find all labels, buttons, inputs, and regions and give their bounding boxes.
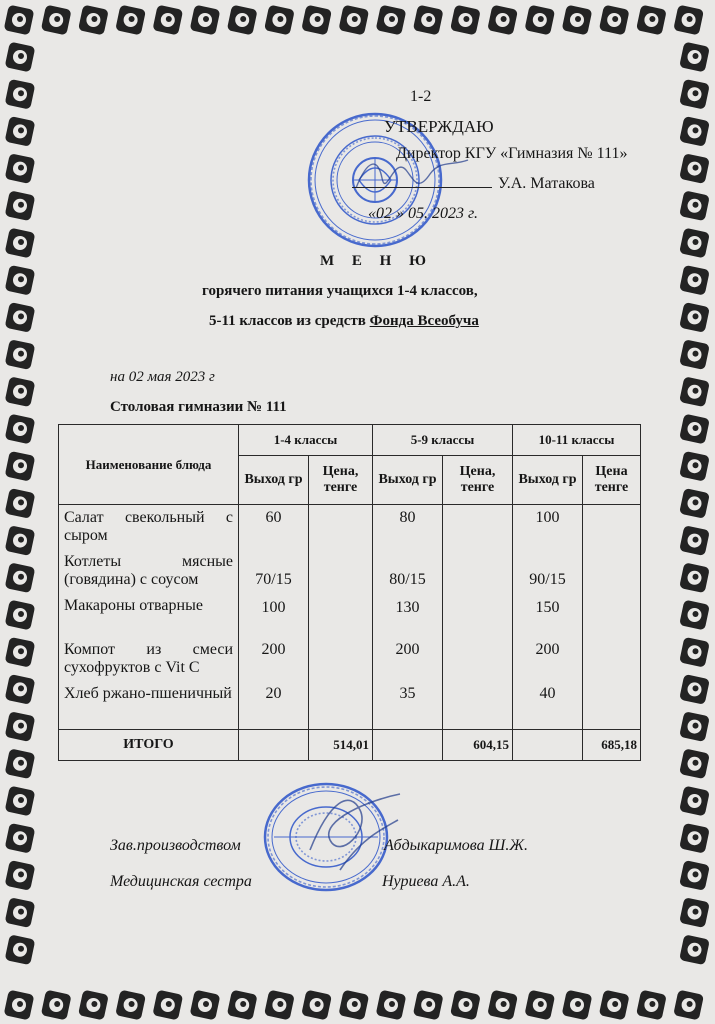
signature-underline bbox=[352, 187, 492, 188]
output-1-4-column bbox=[239, 505, 309, 730]
ornament-tile bbox=[679, 376, 710, 407]
ornament-tile bbox=[376, 990, 407, 1021]
output-10-11-column bbox=[513, 505, 583, 730]
ornament-tile bbox=[679, 190, 710, 221]
ornament-tile bbox=[599, 5, 630, 36]
ornament-tile bbox=[636, 990, 667, 1021]
ornament-tile bbox=[487, 990, 518, 1021]
ornament-tile bbox=[338, 990, 369, 1021]
ornament-tile bbox=[679, 488, 710, 519]
ornament-tile bbox=[5, 339, 36, 370]
ornament-tile bbox=[5, 637, 36, 668]
ornament-border-bottom bbox=[0, 986, 715, 1024]
ornament-tile bbox=[679, 451, 710, 482]
ornament-tile bbox=[78, 5, 109, 36]
menu-date: на 02 мая 2023 г bbox=[110, 369, 215, 385]
dish-name: Хлеб ржано-пшеничный bbox=[64, 685, 232, 702]
director-title: Директор КГУ «Гимназия № 111» bbox=[396, 145, 628, 162]
nurse-name: Нуриева А.А. bbox=[382, 873, 470, 890]
ornament-tile bbox=[301, 990, 332, 1021]
ornament-tile bbox=[5, 265, 36, 296]
price-5-9-column bbox=[443, 505, 513, 730]
portion-weight: 40 bbox=[539, 685, 556, 702]
subtitle-prefix: 5-11 классов из средств bbox=[209, 313, 370, 329]
ornament-tile bbox=[679, 786, 710, 817]
ornament-tile bbox=[5, 414, 36, 445]
ornament-tile bbox=[338, 5, 369, 36]
ornament-tile bbox=[301, 5, 332, 36]
canteen-name: Столовая гимназии № 111 bbox=[110, 399, 287, 415]
dish-list bbox=[59, 505, 239, 730]
director-name: У.А. Матакова bbox=[498, 175, 595, 192]
ornament-border-right bbox=[674, 38, 715, 988]
ornament-tile bbox=[679, 823, 710, 854]
ornament-tile bbox=[673, 5, 704, 36]
table-row bbox=[59, 505, 641, 730]
ornament-tile bbox=[673, 990, 704, 1021]
ornament-tile bbox=[376, 5, 407, 36]
total-10-11: 685,18 bbox=[583, 730, 641, 761]
ornament-tile bbox=[679, 711, 710, 742]
ornament-tile bbox=[190, 5, 221, 36]
grade-1-4-header: 1-4 классы bbox=[239, 425, 373, 456]
ornament-tile bbox=[679, 674, 710, 705]
ornament-tile bbox=[5, 116, 36, 147]
ornament-tile bbox=[227, 5, 258, 36]
ornament-tile bbox=[5, 451, 36, 482]
menu-subtitle-line1: горячего питания учащихся 1-4 классов, bbox=[202, 283, 478, 299]
ornament-border-top bbox=[0, 0, 715, 40]
ornament-tile bbox=[5, 860, 36, 891]
total-row bbox=[59, 730, 641, 761]
portion-weight: 80/15 bbox=[389, 571, 426, 588]
ornament-tile bbox=[115, 5, 146, 36]
grade-10-11-header: 10-11 классы bbox=[513, 425, 641, 456]
portion-weight: 200 bbox=[395, 641, 420, 658]
ornament-tile bbox=[679, 860, 710, 891]
ornament-tile bbox=[679, 339, 710, 370]
fund-name: Фонда Всеобуча bbox=[369, 313, 479, 329]
total-label: ИТОГО bbox=[59, 730, 239, 761]
portion-weight: 100 bbox=[261, 599, 286, 616]
ornament-tile bbox=[5, 600, 36, 631]
ornament-tile bbox=[679, 228, 710, 259]
menu-table bbox=[58, 424, 641, 761]
menu-title: М Е Н Ю bbox=[320, 253, 433, 269]
dish-name: Компот из смеси сухофруктов с Vit C bbox=[64, 641, 233, 676]
ornament-tile bbox=[5, 897, 36, 928]
total-5-9: 604,15 bbox=[443, 730, 513, 761]
ornament-tile bbox=[679, 302, 710, 333]
ornament-tile bbox=[5, 711, 36, 742]
ornament-tile bbox=[562, 5, 593, 36]
ornament-tile bbox=[679, 79, 710, 110]
portion-weight: 80 bbox=[399, 509, 416, 526]
ornament-tile bbox=[115, 990, 146, 1021]
table-header-row bbox=[59, 425, 641, 456]
chief-name: Абдыкаримова Ш.Ж. bbox=[384, 837, 528, 854]
ornament-tile bbox=[679, 414, 710, 445]
portion-weight: 200 bbox=[261, 641, 286, 658]
portion-weight: 35 bbox=[399, 685, 416, 702]
ornament-tile bbox=[679, 897, 710, 928]
ornament-tile bbox=[413, 5, 444, 36]
dish-name: Салат свекольный с сыром bbox=[64, 509, 233, 544]
portion-weight: 60 bbox=[265, 509, 282, 526]
ornament-tile bbox=[5, 488, 36, 519]
portion-weight: 20 bbox=[265, 685, 282, 702]
dish-name-header: Наименование блюда bbox=[59, 425, 239, 505]
ornament-tile bbox=[152, 990, 183, 1021]
ornament-tile bbox=[450, 5, 481, 36]
portion-weight: 130 bbox=[395, 599, 420, 616]
ornament-tile bbox=[5, 823, 36, 854]
empty-cell bbox=[373, 730, 443, 761]
ornament-tile bbox=[5, 674, 36, 705]
ornament-tile bbox=[562, 990, 593, 1021]
director-sign-line bbox=[352, 175, 595, 193]
output-5-9-column bbox=[373, 505, 443, 730]
ornament-tile bbox=[5, 525, 36, 556]
ornament-border-left bbox=[0, 38, 40, 988]
ornament-tile bbox=[264, 990, 295, 1021]
empty-cell bbox=[239, 730, 309, 761]
ornament-tile bbox=[679, 265, 710, 296]
portion-weight: 150 bbox=[535, 599, 560, 616]
portion-weight: 90/15 bbox=[529, 571, 566, 588]
ornament-tile bbox=[152, 5, 183, 36]
ornament-tile bbox=[4, 990, 35, 1021]
ornament-tile bbox=[5, 934, 36, 965]
ornament-tile bbox=[41, 990, 72, 1021]
ornament-tile bbox=[413, 990, 444, 1021]
ornament-tile bbox=[524, 990, 555, 1021]
chief-label: Зав.производством bbox=[110, 837, 241, 854]
empty-cell bbox=[513, 730, 583, 761]
ornament-tile bbox=[5, 228, 36, 259]
ornament-tile bbox=[679, 116, 710, 147]
ornament-tile bbox=[41, 5, 72, 36]
ornament-tile bbox=[679, 600, 710, 631]
ornament-tile bbox=[599, 990, 630, 1021]
ornament-tile bbox=[5, 786, 36, 817]
portion-weight: 70/15 bbox=[255, 571, 292, 588]
approve-title: УТВЕРЖДАЮ bbox=[384, 117, 494, 136]
ornament-tile bbox=[5, 302, 36, 333]
ornament-tile bbox=[679, 562, 710, 593]
price-header: Цена, тенге bbox=[443, 456, 513, 505]
nurse-label: Медицинская сестра bbox=[110, 873, 252, 890]
total-1-4: 514,01 bbox=[309, 730, 373, 761]
ornament-tile bbox=[679, 525, 710, 556]
ornament-tile bbox=[450, 990, 481, 1021]
price-10-11-column bbox=[583, 505, 641, 730]
ornament-tile bbox=[524, 5, 555, 36]
portion-weight: 200 bbox=[535, 641, 560, 658]
ornament-tile bbox=[5, 562, 36, 593]
portion-weight: 100 bbox=[535, 509, 560, 526]
output-header: Выход гр bbox=[513, 456, 583, 505]
price-1-4-column bbox=[309, 505, 373, 730]
ornament-tile bbox=[78, 990, 109, 1021]
ornament-tile bbox=[5, 153, 36, 184]
ornament-tile bbox=[5, 42, 36, 73]
ornament-tile bbox=[5, 190, 36, 221]
ornament-tile bbox=[679, 637, 710, 668]
ornament-tile bbox=[5, 376, 36, 407]
menu-subtitle-line2 bbox=[209, 313, 479, 330]
ornament-tile bbox=[636, 5, 667, 36]
price-header: Цена, тенге bbox=[309, 456, 373, 505]
price-header: Цена тенге bbox=[583, 456, 641, 505]
ornament-tile bbox=[679, 748, 710, 779]
dish-name: Котлеты мясные (говядина) с соусом bbox=[64, 553, 233, 588]
chief-signature bbox=[300, 780, 410, 880]
ornament-tile bbox=[264, 5, 295, 36]
page-code: 1-2 bbox=[410, 88, 432, 105]
ornament-tile bbox=[679, 42, 710, 73]
approve-date: «02 » 05. 2023 г. bbox=[368, 205, 479, 222]
ornament-tile bbox=[5, 748, 36, 779]
ornament-tile bbox=[5, 79, 36, 110]
dish-name: Макароны отварные bbox=[64, 597, 203, 614]
ornament-tile bbox=[487, 5, 518, 36]
ornament-tile bbox=[4, 5, 35, 36]
ornament-tile bbox=[679, 153, 710, 184]
grade-5-9-header: 5-9 классы bbox=[373, 425, 513, 456]
ornament-tile bbox=[227, 990, 258, 1021]
output-header: Выход гр bbox=[239, 456, 309, 505]
ornament-tile bbox=[190, 990, 221, 1021]
ornament-tile bbox=[679, 934, 710, 965]
output-header: Выход гр bbox=[373, 456, 443, 505]
